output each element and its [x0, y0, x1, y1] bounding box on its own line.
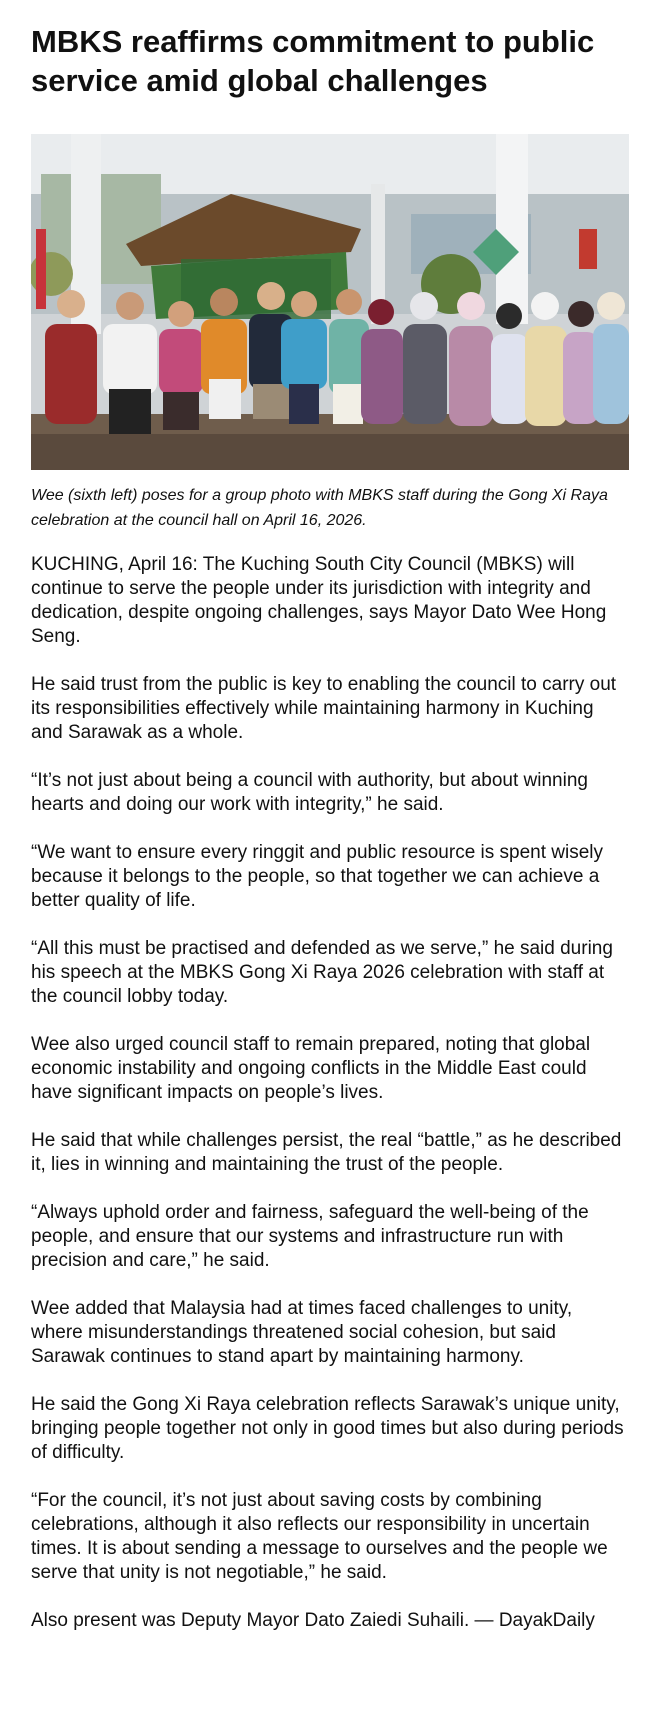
paragraph: “Always uphold order and fairness, safeguard the well-being of the people, and ensure that our systems and infrastructure run with precision and care,” he said.	[31, 1202, 589, 1271]
paragraph: “For the council, it’s not just about saving costs by combining celebrations, although it also reflects our responsibility in uncertain times. It is about sending a message to ourselves and the people we serve that unity is not negotiable,” he said.	[31, 1490, 608, 1583]
paragraph: He said the Gong Xi Raya celebration reflects Sarawak’s unique unity, bringing people together not only in good times but also during periods of difficulty.	[31, 1394, 624, 1463]
group-photo	[31, 134, 629, 470]
article-body	[31, 553, 629, 1633]
paragraph: He said trust from the public is key to enabling the council to carry out its responsibilities effectively while maintaining harmony in Kuching and Sarawak as a whole.	[31, 674, 617, 743]
paragraph: “All this must be practised and defended as we serve,” he said during his speech at the MBKS Gong Xi Raya 2026 celebration with staff at the council lobby today.	[31, 938, 613, 1007]
paragraph: Wee added that Malaysia had at times faced challenges to unity, where misunderstandings threatened social cohesion, but said Sarawak continues to stand apart by maintaining harmony.	[31, 1298, 573, 1367]
people-group	[45, 282, 629, 434]
photo-caption: Wee (sixth left) poses for a group photo with MBKS staff during the Gong Xi Raya celebration at the council hall on April 16, 2026.	[31, 487, 608, 529]
paragraph: KUCHING, April 16: The Kuching South City Council (MBKS) will continue to serve the people under its jurisdiction with integrity and dedication, despite ongoing challenges, says Mayor Dato Wee Hong Seng.	[31, 554, 607, 647]
headline: MBKS reaffirms commitment to public service amid global challenges	[31, 24, 595, 98]
paragraph: “It’s not just about being a council with authority, but about winning hearts and doing our work with integrity,” he said.	[31, 770, 588, 815]
paragraph: Wee also urged council staff to remain prepared, noting that global economic instability and ongoing conflicts in the Middle East could have significant impacts on people’s lives.	[31, 1034, 591, 1103]
group-photo-illustration	[31, 134, 629, 470]
paragraph: Also present was Deputy Mayor Dato Zaiedi Suhaili. — DayakDaily	[31, 1610, 595, 1631]
paragraph: He said that while challenges persist, the real “battle,” as he described it, lies in winning and maintaining the trust of the people.	[31, 1130, 622, 1175]
paragraph: “We want to ensure every ringgit and public resource is spent wisely because it belongs to the people, so that together we can achieve a better quality of life.	[31, 842, 604, 911]
